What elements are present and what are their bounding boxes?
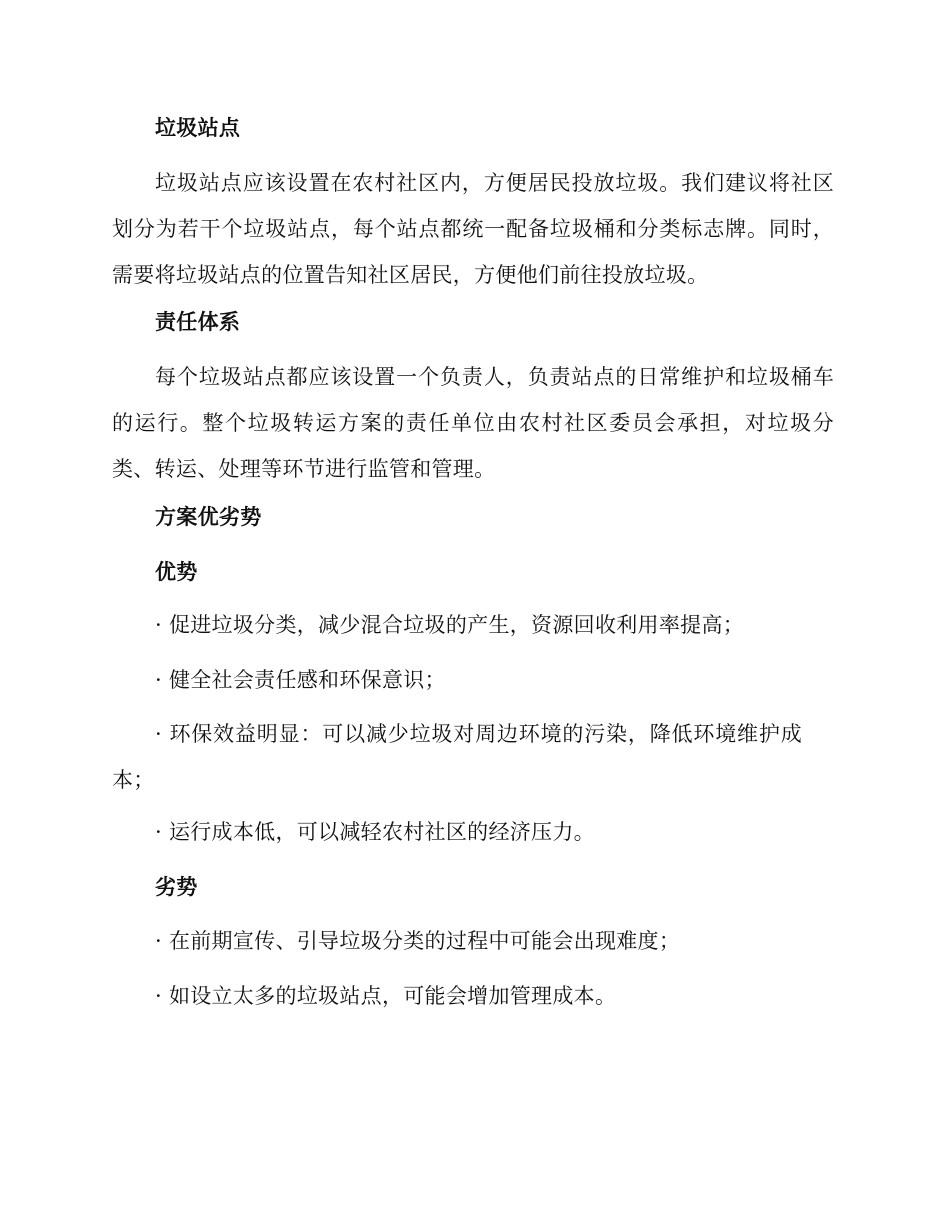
disadvantage-item: · 在前期宣传、引导垃圾分类的过程中可能会出现难度； — [155, 929, 681, 953]
paragraph-garbage-site: 垃圾站点应该设置在农村社区内，方便居民投放垃圾。我们建议将社区划分为若干个垃圾站点，每个站点都统一配备垃圾桶和分类标志牌。同时，需要将垃圾站点的位置告知社区居民，方便他们前往投放垃圾。 — [112, 171, 834, 287]
disadvantage-item: · 如设立太多的垃圾站点，可能会增加管理成本。 — [155, 984, 617, 1008]
section-heading-garbage-site: 垃圾站点 — [155, 116, 241, 140]
advantage-item: · 促进垃圾分类，减少混合垃圾的产生，资源回收利用率提高； — [155, 613, 745, 637]
section-heading-pros-cons: 方案优劣势 — [155, 505, 262, 529]
advantage-item: · 环保效益明显：可以减少垃圾对周边环境的污染，降低环境维护成本； — [112, 722, 802, 792]
section-heading-responsibility: 责任体系 — [155, 310, 241, 334]
section-heading-disadvantages: 劣势 — [155, 875, 198, 899]
advantage-item: · 健全社会责任感和环保意识； — [155, 668, 446, 692]
paragraph-responsibility: 每个垃圾站点都应该设置一个负责人，负责站点的日常维护和垃圾桶车的运行。整个垃圾转运方案的责任单位由农村社区委员会承担，对垃圾分类、转运、处理等环节进行监管和管理。 — [112, 365, 834, 481]
section-heading-advantages: 优势 — [155, 560, 198, 584]
advantage-item: · 运行成本低，可以减轻农村社区的经济压力。 — [155, 820, 595, 844]
